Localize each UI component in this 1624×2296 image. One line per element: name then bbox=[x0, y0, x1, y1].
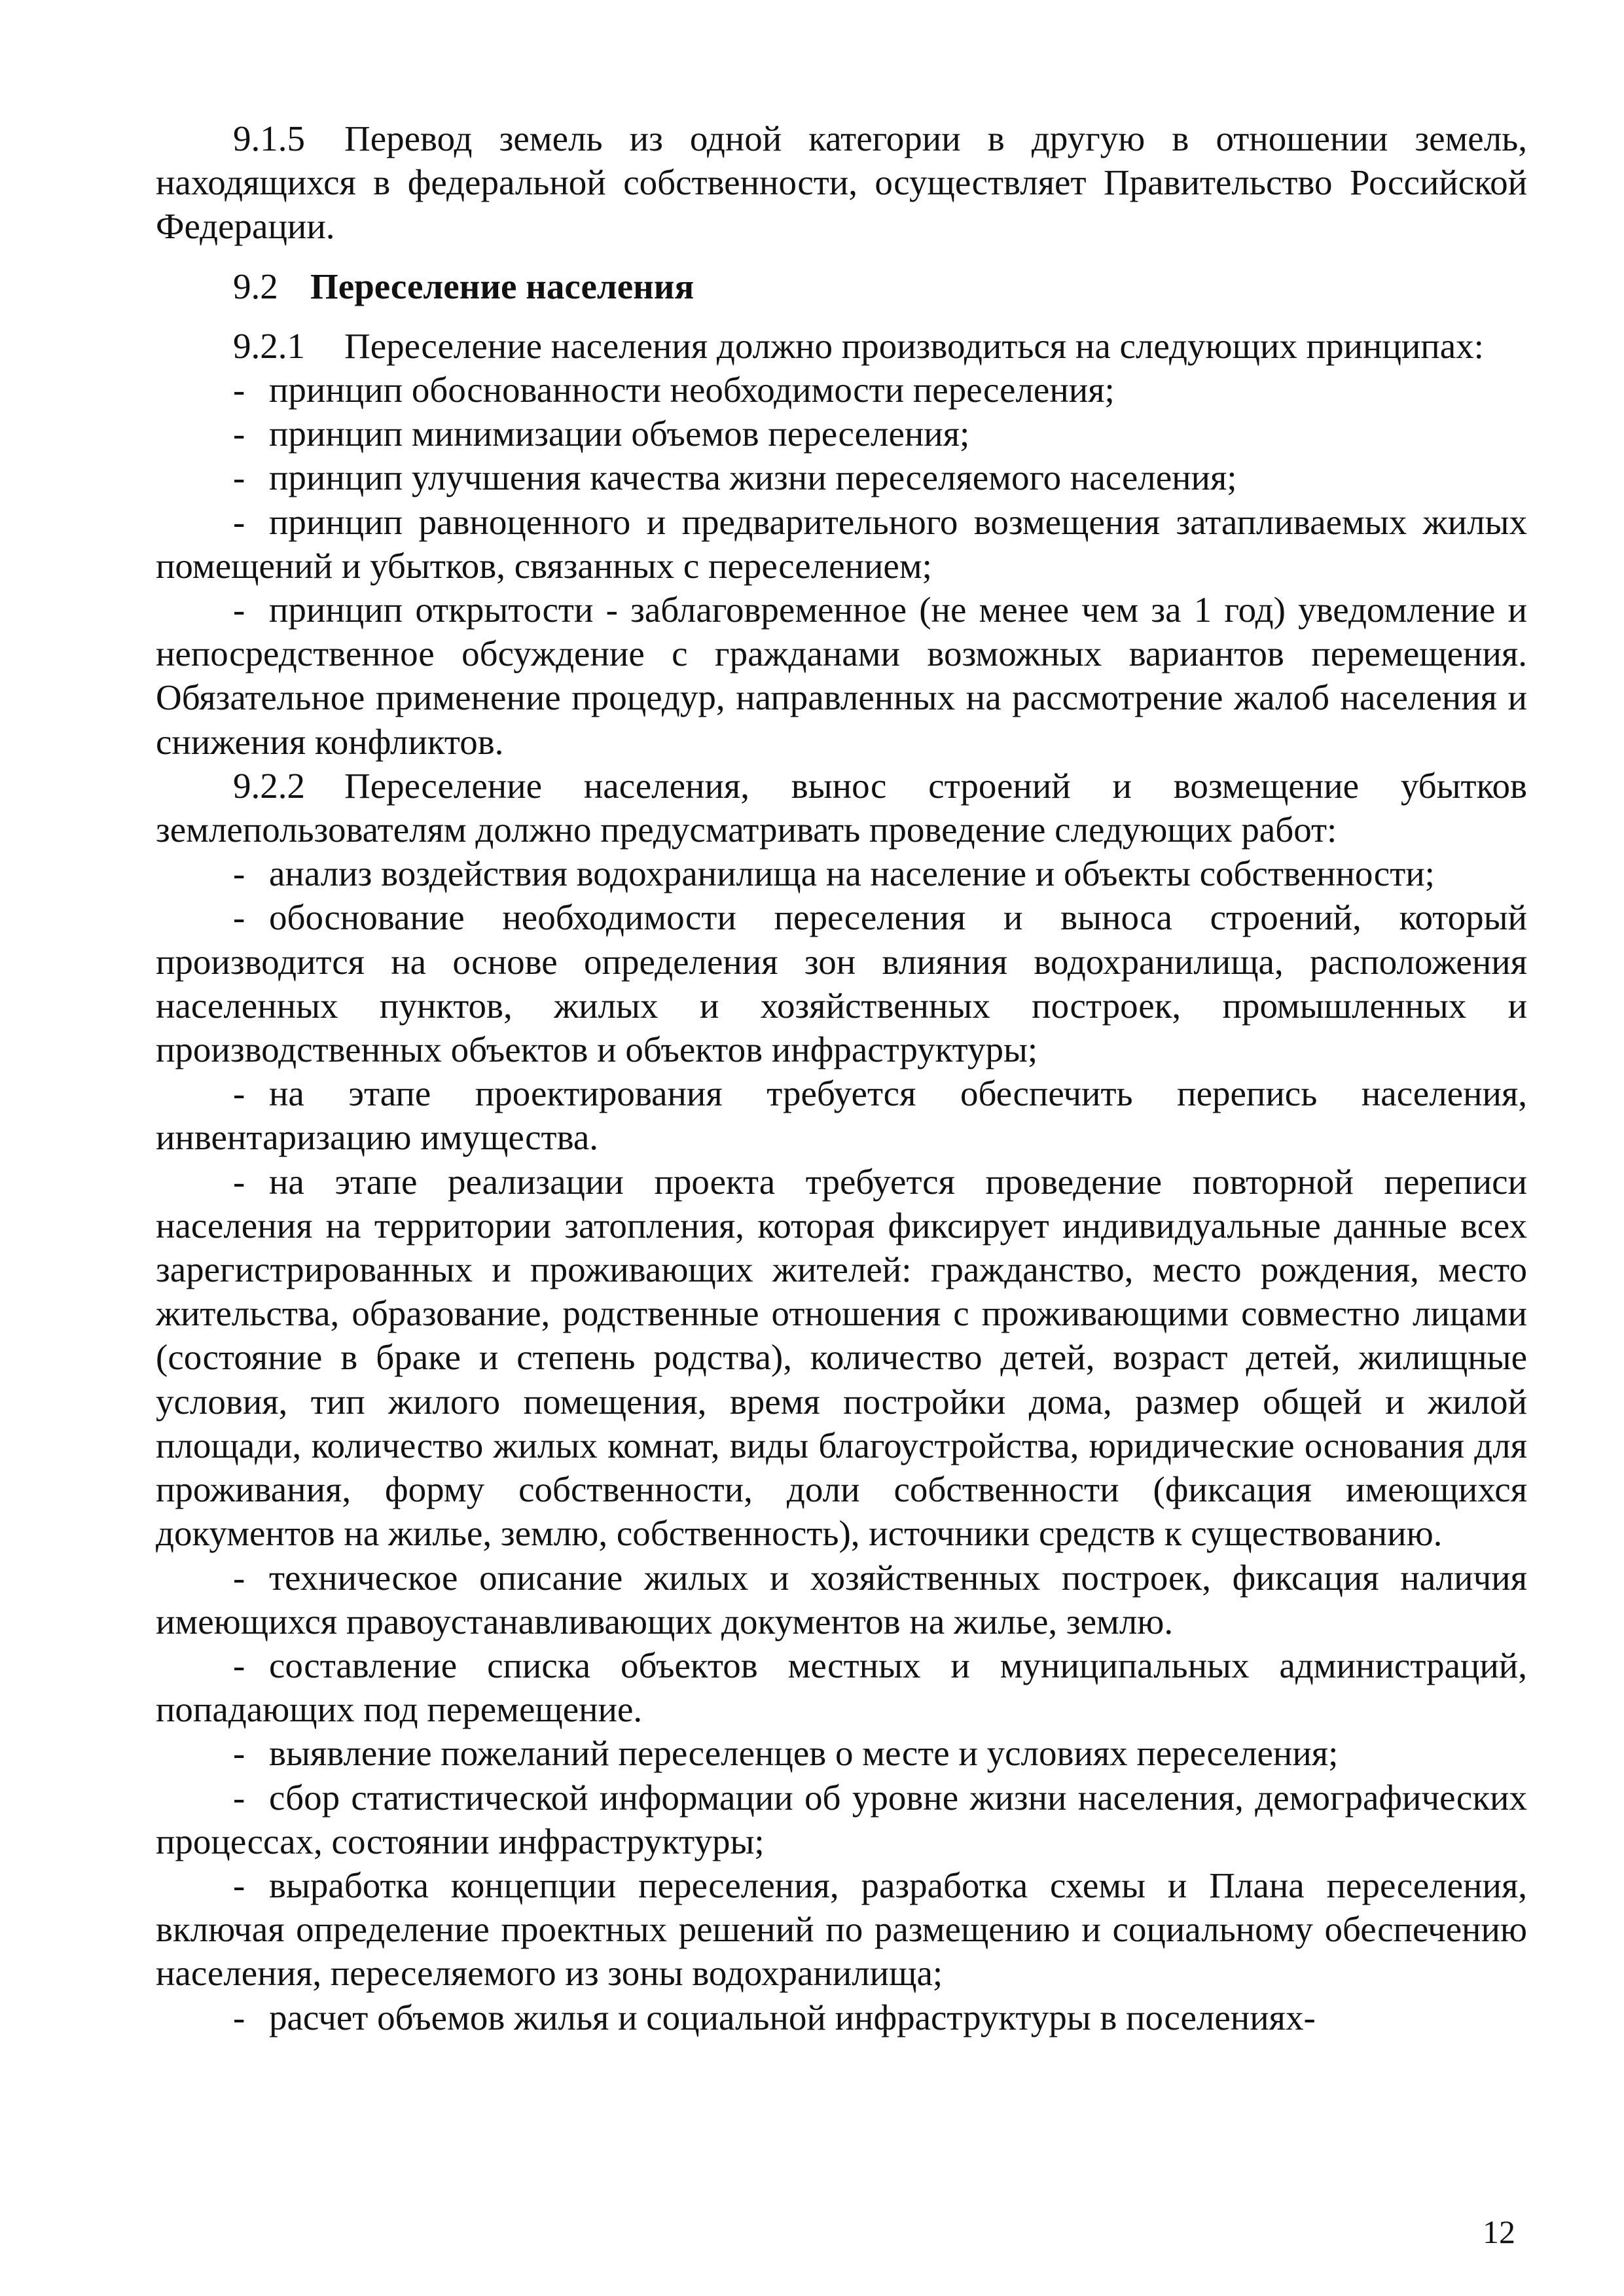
list-item bbox=[156, 1731, 1527, 1775]
clause-text: Перевод земель из одной категории в другую в отношении земель, находящихся в федеральной собственности, осуществляет Правительство Российской Федерации. bbox=[156, 118, 1527, 247]
list-item-text: составление списка объектов местных и муниципальных администраций, попадающих под перемещение. bbox=[156, 1645, 1527, 1730]
dash-marker: - bbox=[233, 457, 245, 498]
clause-number: 9.2.2 bbox=[233, 765, 305, 806]
section-number: 9.2 bbox=[233, 266, 278, 306]
list-item-text: принцип минимизации объемов переселения; bbox=[269, 414, 970, 454]
works-list bbox=[156, 852, 1527, 2039]
list-item-text: принцип обоснованности необходимости переселения; bbox=[269, 370, 1115, 410]
dash-marker: - bbox=[233, 414, 245, 454]
list-item-text: выработка концепции переселения, разработка схемы и Плана переселения, включая определение проектных решений по размещению и социальному обеспечению населения, переселяемого из зоны водохранилища; bbox=[156, 1865, 1527, 1994]
list-item-text: техническое описание жилых и хозяйственных построек, фиксация наличия имеющихся правоустанавливающих документов на жилье, землю. bbox=[156, 1557, 1527, 1641]
dash-marker: - bbox=[233, 1073, 245, 1114]
dash-marker: - bbox=[233, 1645, 245, 1685]
dash-marker: - bbox=[233, 1777, 245, 1818]
clause-number: 9.2.1 bbox=[233, 325, 305, 366]
dash-marker: - bbox=[233, 370, 245, 410]
list-item-text: принцип открытости - заблаговременное (не менее чем за 1 год) уведомление и непосредственное обсуждение с гражданами возможных вариантов перемещения. Обязательное применение процедур, направленных на рассмотрение жалоб населения и снижения конфликтов. bbox=[156, 590, 1527, 762]
list-item bbox=[156, 895, 1527, 1071]
list-item-text: на этапе проектирования требуется обеспечить перепись населения, инвентаризацию имущества. bbox=[156, 1073, 1527, 1158]
paragraph-9-2-1 bbox=[156, 324, 1527, 368]
section-title: Переселение населения bbox=[310, 266, 695, 306]
list-item bbox=[156, 1643, 1527, 1731]
list-item bbox=[156, 1863, 1527, 1996]
list-item bbox=[156, 500, 1527, 588]
dash-marker: - bbox=[233, 1557, 245, 1598]
section-heading-9-2 bbox=[156, 264, 1527, 308]
list-item-text: принцип равноценного и предварительного возмещения затапливаемых жилых помещений и убытков, связанных с переселением; bbox=[156, 501, 1527, 586]
list-item-text: принцип улучшения качества жизни переселяемого населения; bbox=[269, 457, 1237, 498]
list-item bbox=[156, 1071, 1527, 1159]
dash-marker: - bbox=[233, 1161, 245, 1202]
list-item bbox=[156, 1160, 1527, 1556]
principles-list bbox=[156, 368, 1527, 764]
dash-marker: - bbox=[233, 501, 245, 542]
list-item bbox=[156, 852, 1527, 895]
list-item-text: на этапе реализации проекта требуется проведение повторной переписи населения на территории затопления, которая фиксирует индивидуальные данные всех зарегистрированных и проживающих жителей: гражданство, место рождения, место жительства, образование, родственные отношения с проживающими совместно лицами (состояние в браке и степень родства), количество детей, возраст детей, жилищные условия, тип жилого помещения, время постройки дома, размер общей и жилой площади, количество жилых комнат, виды благоустройства, юридические основания для проживания, форму собственности, доли собственности (фиксация имеющихся документов на жилье, землю, собственность), источники средств к существованию. bbox=[156, 1161, 1527, 1554]
list-item bbox=[156, 1776, 1527, 1863]
list-item-text: сбор статистической информации об уровне жизни населения, демографических процессах, состоянии инфраструктуры; bbox=[156, 1777, 1527, 1861]
clause-text: Переселение населения должно производиться на следующих принципах: bbox=[344, 325, 1484, 366]
page-number: 12 bbox=[1483, 2214, 1515, 2250]
list-item bbox=[156, 368, 1527, 412]
dash-marker: - bbox=[233, 590, 245, 630]
paragraph-9-1-5 bbox=[156, 117, 1527, 249]
list-item bbox=[156, 412, 1527, 456]
dash-marker: - bbox=[233, 853, 245, 894]
list-item-text: расчет объемов жилья и социальной инфраструктуры в поселениях- bbox=[269, 1997, 1316, 2037]
list-item-text: анализ воздействия водохранилища на население и объекты собственности; bbox=[269, 853, 1435, 894]
paragraph-9-2-2 bbox=[156, 764, 1527, 852]
list-item bbox=[156, 456, 1527, 499]
list-item bbox=[156, 588, 1527, 764]
list-item-text: выявление пожеланий переселенцев о месте и условиях переселения; bbox=[269, 1733, 1339, 1774]
dash-marker: - bbox=[233, 1865, 245, 1905]
list-item-text: обоснование необходимости переселения и выноса строений, который производится на основе определения зон влияния водохранилища, расположения населенных пунктов, жилых и хозяйственных построек, промышленных и производственных объектов и объектов инфраструктуры; bbox=[156, 897, 1527, 1070]
dash-marker: - bbox=[233, 1997, 245, 2037]
list-item bbox=[156, 1556, 1527, 1643]
clause-number: 9.1.5 bbox=[233, 118, 305, 158]
clause-text: Переселение населения, вынос строений и возмещение убытков землепользователям должно предусматривать проведение следующих работ: bbox=[156, 765, 1527, 850]
dash-marker: - bbox=[233, 1733, 245, 1774]
list-item bbox=[156, 1996, 1527, 2039]
dash-marker: - bbox=[233, 897, 245, 938]
